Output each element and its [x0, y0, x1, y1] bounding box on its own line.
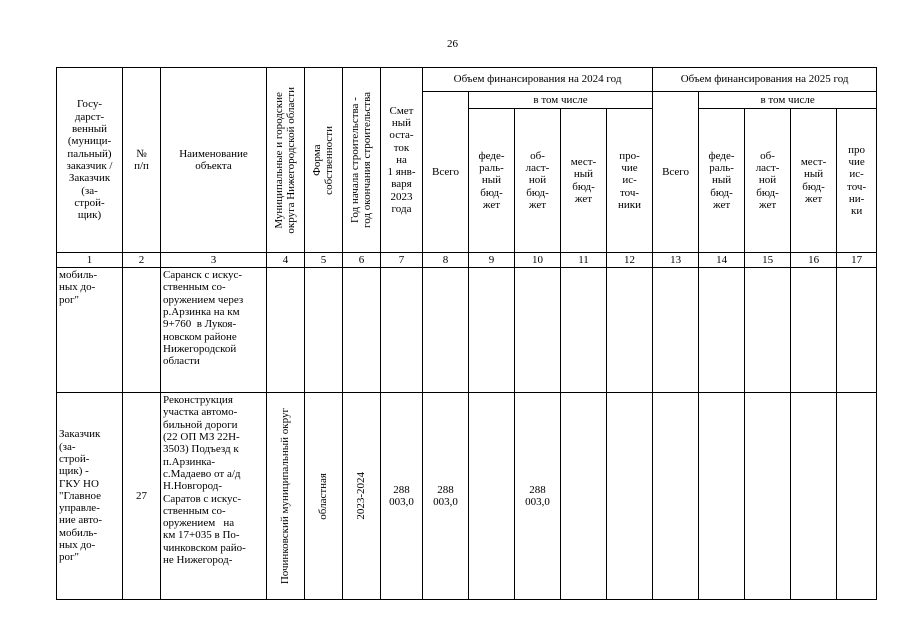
row-customer: Заказчик (за- строй- щик) - ГКУ НО "Главное управле- ние авто- мобиль- ных до- рог": [57, 393, 123, 600]
column-number: 2: [123, 253, 161, 268]
column-number: 15: [745, 253, 791, 268]
header-including-2024: в том числе: [469, 92, 653, 109]
column-number: 5: [305, 253, 343, 268]
row-local-2024: [561, 393, 607, 600]
header-regional-2025: об- ласт- ной бюд- жет: [745, 109, 791, 253]
row-other-2024: [607, 393, 653, 600]
column-number: 3: [161, 253, 267, 268]
header-including-2025: в том числе: [699, 92, 877, 109]
header-customer: Госу- дарст- венный (муници- пальный) заказчик / Заказчик (за- строй- щик): [57, 68, 123, 253]
row-regional-2025: [745, 393, 791, 600]
column-number: 14: [699, 253, 745, 268]
column-number: 8: [423, 253, 469, 268]
column-number: 6: [343, 253, 381, 268]
column-number: 16: [791, 253, 837, 268]
row-remainder: 288 003,0: [381, 393, 423, 600]
column-number: 7: [381, 253, 423, 268]
row-local-2025: [791, 268, 837, 393]
column-number: 12: [607, 253, 653, 268]
header-other-2024: про- чие ис- точ- ники: [607, 109, 653, 253]
row-remainder: [381, 268, 423, 393]
row-object-name: Реконструкция участка автомо- бильной дороги (22 ОП МЗ 22Н- 3503) Подъезд к п.Арзинка- с.Мадаево от а/д Н.Новгород- Саратов с искус- ственным со- оружением на км 17+035 в По- чинковском райо- не Нижегород-: [161, 393, 267, 600]
header-total-2025: Всего: [653, 92, 699, 253]
header-num: № п/п: [123, 68, 161, 253]
header-years: Год начала строительства - год окончания строительства: [343, 68, 381, 253]
row-federal-2024: [469, 268, 515, 393]
row-total-2024: 288 003,0: [423, 393, 469, 600]
table-row: [57, 393, 877, 600]
table-row: [57, 268, 877, 393]
row-municipal: [267, 268, 305, 393]
header-remainder: Смет ный оста- ток на 1 янв- варя 2023 года: [381, 68, 423, 253]
row-regional-2024: [515, 268, 561, 393]
row-regional-2025: [745, 268, 791, 393]
row-num: [123, 268, 161, 393]
row-years: [343, 268, 381, 393]
row-federal-2025: [699, 393, 745, 600]
header-total-2024: Всего: [423, 92, 469, 253]
row-municipal: Починковский муниципальный округ: [267, 393, 305, 600]
row-other-2025: [837, 268, 877, 393]
header-local-2025: мест- ный бюд- жет: [791, 109, 837, 253]
row-customer: мобиль- ных до- рог": [57, 268, 123, 393]
row-total-2024: [423, 268, 469, 393]
column-number: 10: [515, 253, 561, 268]
row-total-2025: [653, 268, 699, 393]
column-number: 1: [57, 253, 123, 268]
row-other-2024: [607, 268, 653, 393]
row-regional-2024: 288 003,0: [515, 393, 561, 600]
header-fin-2025: Объем финансирования на 2025 год: [653, 68, 877, 92]
row-years: 2023-2024: [343, 393, 381, 600]
row-federal-2025: [699, 268, 745, 393]
page-number: 26: [447, 38, 458, 50]
row-num: 27: [123, 393, 161, 600]
header-local-2024: мест- ный бюд- жет: [561, 109, 607, 253]
row-local-2024: [561, 268, 607, 393]
row-federal-2024: [469, 393, 515, 600]
header-municipal: Муниципальные и городские округа Нижегородской области: [267, 68, 305, 253]
column-number: 17: [837, 253, 877, 268]
financing-table: [56, 67, 877, 600]
header-regional-2024: об- ласт- ной бюд- жет: [515, 109, 561, 253]
row-ownership: [305, 268, 343, 393]
header-federal-2024: феде- раль- ный бюд- жет: [469, 109, 515, 253]
header-ownership: Форма собственности: [305, 68, 343, 253]
header-other-2025: про чие ис- точ- ни- ки: [837, 109, 877, 253]
column-number: 9: [469, 253, 515, 268]
column-number: 11: [561, 253, 607, 268]
row-total-2025: [653, 393, 699, 600]
column-number: 13: [653, 253, 699, 268]
column-number-row: [57, 253, 877, 268]
row-other-2025: [837, 393, 877, 600]
header-fin-2024: Объем финансирования на 2024 год: [423, 68, 653, 92]
row-object-name: Саранск с искус- ственным со- оружением через р.Арзинка на км 9+760 в Лукоя- новском районе Нижегородской области: [161, 268, 267, 393]
header-name: Наименование объекта: [161, 68, 267, 253]
row-local-2025: [791, 393, 837, 600]
row-ownership: областная: [305, 393, 343, 600]
header-federal-2025: феде- раль- ный бюд- жет: [699, 109, 745, 253]
column-number: 4: [267, 253, 305, 268]
